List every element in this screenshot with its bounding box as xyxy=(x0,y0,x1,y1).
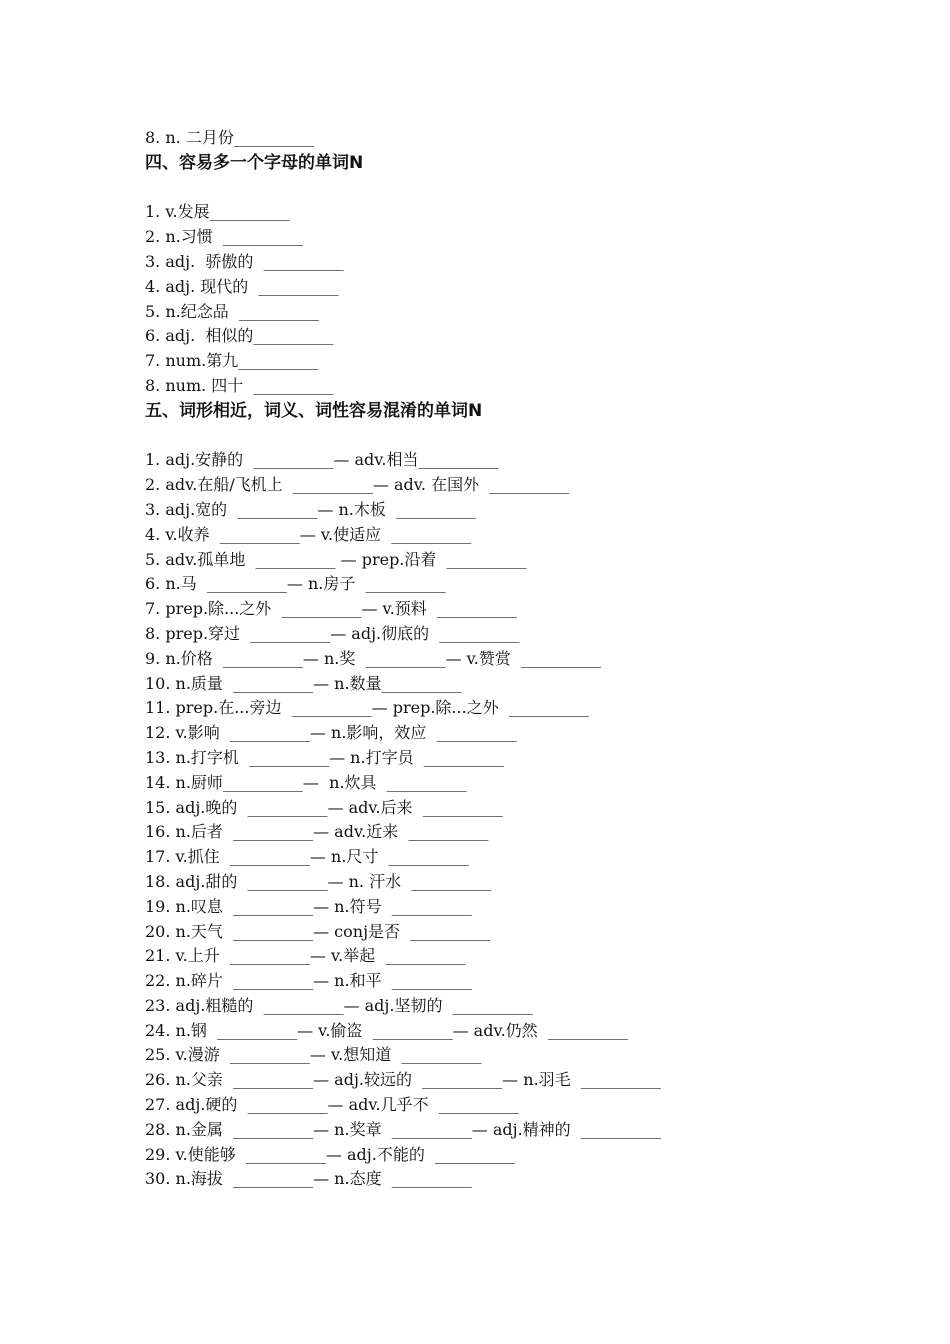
list-item: 16. n.后者 __________— adv.近来 __________ xyxy=(145,822,489,842)
list-item: 15. adj.晚的 __________— adv.后来 __________ xyxy=(145,797,503,817)
list-item: 7. num.第九__________ xyxy=(145,351,319,371)
list-item: 2. n.习惯 __________ xyxy=(145,227,303,247)
list-item: 14. n.厨师__________— n.炊具 __________ xyxy=(145,772,467,792)
list-item: 22. n.碎片 __________— n.和平 __________ xyxy=(145,971,472,991)
previous-item: 8. n. 二月份__________ xyxy=(145,128,314,147)
list-item: 25. v.漫游 __________— v.想知道 __________ xyxy=(145,1045,482,1065)
list-item: 18. adj.甜的 __________— n. 汗水 __________ xyxy=(145,871,492,891)
list-item: 30. n.海拔 __________— n.态度 __________ xyxy=(145,1169,472,1189)
list-item: 13. n.打字机 __________— n.打字员 __________ xyxy=(145,747,504,767)
spacer xyxy=(145,424,661,449)
list-item: 4. adj. 现代的 __________ xyxy=(145,276,339,296)
list-item: 28. n.金属 __________— n.奖章 __________— adj.精神的 __________ xyxy=(145,1119,661,1139)
list-item: 20. n.天气 __________— conj是否 __________ xyxy=(145,921,491,941)
list-item: 8. prep.穿过 __________— adj.彻底的 __________ xyxy=(145,623,520,643)
list-item: 23. adj.粗糙的 __________— adj.坚韧的 __________ xyxy=(145,995,533,1015)
list-item: 19. n.叹息 __________— n.符号 __________ xyxy=(145,896,472,916)
list-item: 11. prep.在...旁边 __________— prep.除...之外 __________ xyxy=(145,698,589,718)
list-item: 3. adj.宽的 __________— n.木板 __________ xyxy=(145,499,477,519)
section-5-title: 五、词形相近，词义、词性容易混淆的单词N xyxy=(145,400,483,421)
worksheet xyxy=(145,126,661,1192)
list-item: 12. v.影响 __________— n.影响，效应 __________ xyxy=(145,723,517,743)
list-item: 17. v.抓住 __________— n.尺寸 __________ xyxy=(145,847,469,867)
list-item: 27. adj.硬的 __________— adv.几乎不 __________ xyxy=(145,1095,519,1115)
list-item: 5. n.纪念品 __________ xyxy=(145,301,319,321)
list-item: 24. n.钢 __________— v.偷盗 __________— adv.仍然 __________ xyxy=(145,1020,628,1040)
list-item: 26. n.父亲 __________— adj.较远的 __________— n.羽毛 __________ xyxy=(145,1070,661,1090)
list-item: 1. v.发展__________ xyxy=(145,202,290,222)
list-item: 21. v.上升 __________— v.举起 __________ xyxy=(145,946,466,966)
section-4-title: 四、容易多一个字母的单词N xyxy=(145,152,364,173)
list-item: 4. v.收养 __________— v.使适应 __________ xyxy=(145,524,472,544)
list-item: 1. adj.安静的 __________— adv.相当__________ xyxy=(145,450,499,470)
list-item: 6. adj. 相似的__________ xyxy=(145,326,334,346)
list-item: 7. prep.除...之外 __________— v.预料 __________ xyxy=(145,599,517,619)
list-item: 9. n.价格 __________— n.奖 __________— v.赞赏 __________ xyxy=(145,648,602,668)
list-item: 29. v.使能够 __________— adj.不能的 __________ xyxy=(145,1144,516,1164)
list-item: 10. n.质量 __________— n.数量__________ xyxy=(145,673,462,693)
section-5-list xyxy=(145,448,661,1192)
list-item: 2. adv.在船/飞机上 __________— adv. 在国外 __________ xyxy=(145,475,570,495)
list-item: 5. adv.孤单地 __________ — prep.沿着 __________ xyxy=(145,549,527,569)
spacer xyxy=(145,176,661,201)
list-item: 6. n.马 __________— n.房子 __________ xyxy=(145,574,446,594)
list-item: 3. adj. 骄傲的 __________ xyxy=(145,251,344,271)
list-item: 8. num. 四十 __________ xyxy=(145,375,334,395)
